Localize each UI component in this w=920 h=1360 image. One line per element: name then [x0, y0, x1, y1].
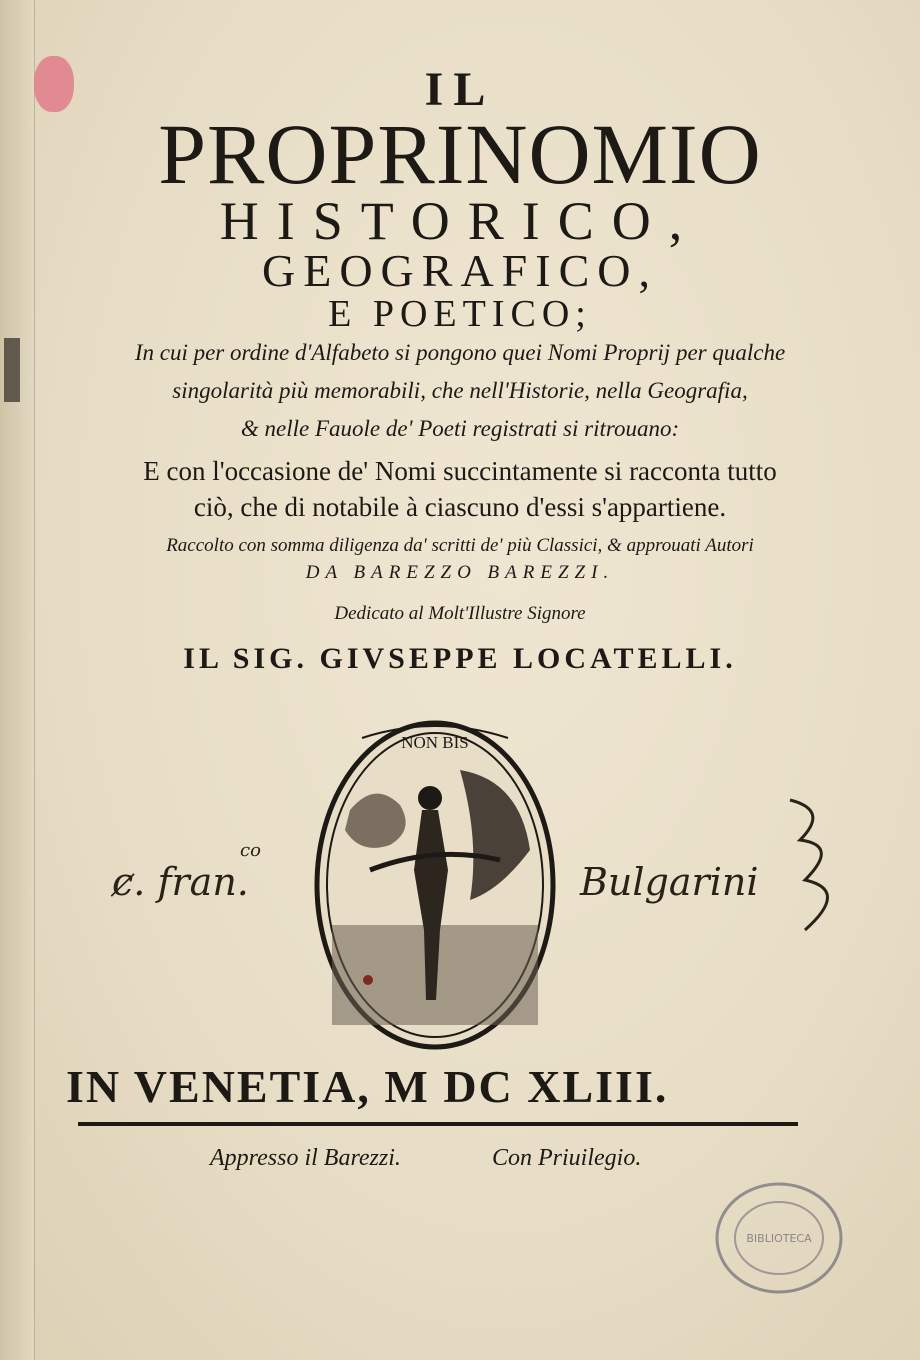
title-historico: HISTORICO,: [219, 191, 701, 251]
compiler-name: DA BAREZZO BAREZZI.: [305, 562, 615, 583]
imprint-rule: [78, 1122, 798, 1126]
summary-line: E con l'occasione de' Nomi succintamente si racconta tutto: [143, 456, 777, 486]
description-line: In cui per ordine d'Alfabeto si pongono quei Nomi Proprij per qualche: [134, 340, 786, 365]
stamp-text: BIBLIOTECA: [746, 1232, 812, 1245]
compiler-line: Raccolto con somma diligenza da' scritti de' più Classici, & approuati Autori: [166, 535, 754, 556]
title-il: IL: [424, 63, 496, 116]
imprint-publisher: Appresso il Barezzi.: [210, 1145, 401, 1171]
signature-flourish: [770, 790, 850, 940]
title-geografico: GEOGRAFICO,: [262, 245, 658, 296]
binding-gutter: [0, 0, 35, 1360]
description-line: singolarità più memorabili, che nell'Historie, nella Geografia,: [172, 378, 748, 403]
description-line: & nelle Fauole de' Poeti registrati si ritrouano:: [240, 416, 680, 441]
imprint-place-date: IN VENETIA, M DC XLIII.: [66, 1061, 669, 1112]
printer-emblem: [310, 710, 560, 1055]
dedicatee-name: IL SIG. GIVSEPPE LOCATELLI.: [183, 642, 737, 675]
title-poetico: E POETICO;: [328, 293, 592, 335]
title-main: PROPRINOMIO: [158, 106, 762, 202]
emblem-motto: NON BIS: [401, 733, 469, 752]
dedication-line: Dedicato al Molt'Illustre Signore: [334, 603, 586, 624]
signature-superscript: co: [240, 840, 261, 861]
signature-right: Bulgarini: [580, 860, 759, 904]
signature-left: ȼ. fran.: [112, 860, 249, 904]
summary-line: ciò, che di notabile à ciascuno d'essi s'appartiene.: [193, 492, 727, 522]
library-stamp: [712, 1178, 846, 1298]
imprint-privilege: Con Priuilegio.: [492, 1145, 642, 1171]
gutter-mark: [4, 338, 20, 402]
